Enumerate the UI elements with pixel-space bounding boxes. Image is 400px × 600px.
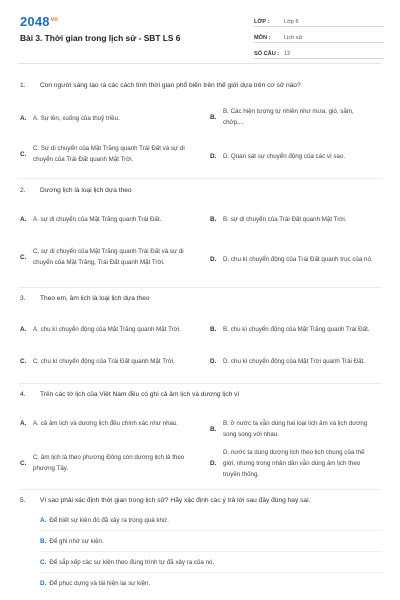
logo-text: 2048 [20,14,50,29]
option-text: D. Quan sát sự chuyển động của các vì sao. [223,153,346,160]
option-text: A. chu kì chuyển động của Mặt Trăng quanh Mặt Trời. [33,326,181,333]
option-text: Để sắp xếp các sự kiện theo đúng trình tự đã xảy ra của nó. [49,558,215,566]
option-letter: A. [20,420,27,427]
question-divider [18,489,382,490]
question-body: Trên các tờ lịch của Việt Nam đều có ghi cả âm lịch và dương lịch vì [40,391,240,398]
option-text: Để biết sự kiện đó đã xảy ra trong quá khứ. [49,516,169,524]
statement-c[interactable] [40,552,382,573]
statement-b[interactable] [40,531,382,552]
class-label: LỚP : [254,19,270,25]
option-letter: C. [20,358,27,365]
option-d[interactable] [210,356,382,367]
option-d[interactable] [210,254,382,265]
option-letter: B. [210,425,217,433]
meta-subject-row [254,31,384,43]
option-letter: D. [40,579,47,587]
option-text: A. cả âm lịch và dương lịch đều chính xác như nhau. [33,420,179,427]
option-letter: B. [210,113,217,121]
option-letter: C. [40,558,47,566]
option-letter: A. [40,516,47,524]
question-number: 3. [20,295,26,302]
question-5 [20,497,382,593]
option-letter: B. [40,537,47,545]
option-text: C. Sự di chuyển của Mặt Trăng quanh Trái Đất và sự di chuyển của Trái Đất quanh Mặt Trời. [33,145,185,163]
subject-value: Lịch sử [284,35,303,41]
question-1 [20,82,382,163]
question-number: 1. [20,82,26,89]
option-c[interactable] [20,143,195,165]
option-a[interactable] [20,113,195,124]
page-title: Bài 3. Thời gian trong lịch sử - SBT LS 6 [20,33,181,43]
option-letter: A. [20,115,27,122]
option-b[interactable] [210,418,382,440]
option-a[interactable] [20,324,195,335]
meta-class-row [254,15,384,27]
option-letter: D. [210,256,217,263]
option-letter: C. [20,253,27,261]
option-letter: D. [210,153,217,160]
option-c[interactable] [20,452,195,474]
site-logo[interactable] [20,14,58,29]
option-b[interactable] [210,106,382,128]
question-divider [18,383,382,384]
option-text: A. sự di chuyển của Mặt Trăng quanh Trái Đất. [33,216,162,223]
option-b[interactable] [210,324,382,335]
question-body: Theo em, âm lịch là loại lịch dựa theo [40,295,150,302]
meta-count-row [254,47,384,59]
option-text: B. chu kì chuyển động của Mặt Trăng quanh Trái Đất. [223,326,370,333]
option-letter: A. [20,326,27,333]
question-body: Vì sao phải xác định thời gian trong lịch sử? Hãy xác định các ý trả lời sau đây đúng hay sai. [40,497,311,504]
question-2 [20,187,382,266]
option-letter: D. [210,358,217,365]
question-body: Con người sáng tạo ra các cách tính thời gian phổ biến trên thế giới dựa trên cơ sở nào? [40,82,301,89]
option-letter: B. [210,216,217,223]
option-d[interactable] [210,447,382,480]
option-c[interactable] [20,356,195,367]
option-text: D. chu kì chuyển động của Trái Đất quanh trục của nó. [223,256,373,263]
statement-a[interactable] [40,510,382,531]
option-b[interactable] [210,214,382,225]
option-text: C. âm lịch là theo phương Đông còn dương lịch là theo phương Tây. [33,454,185,472]
option-text: C. sự di chuyển của Mặt Trăng quanh Trái Đất và sự di chuyển của Mặt Trăng, Trái Đất quanh Mặt Trời. [33,248,184,266]
question-text [20,82,382,89]
option-a[interactable] [20,214,195,225]
question-text [20,187,382,194]
class-value: Lớp 6 [284,19,299,25]
option-letter: C. [20,459,27,467]
option-letter: C. [20,150,27,158]
question-3 [20,295,382,365]
option-c[interactable] [20,246,195,268]
logo-suffix: vn [50,16,59,23]
question-divider [18,287,382,288]
option-letter: B. [210,326,217,333]
option-text: C. chu kì chuyển động của Trái Đất quanh Mặt Trời. [33,358,175,365]
meta-info [254,15,384,63]
option-text: D. nước ta dùng dương lịch theo lịch chung của thế giới, nhưng trong nhân dân vẫn dùng âm lịch theo truyền thống. [223,449,365,478]
option-a[interactable] [20,418,195,429]
option-text: A. Sự lên, xuống của thuỷ triều. [33,115,120,122]
subject-label: MÔN : [254,35,271,41]
option-letter: A. [20,216,27,223]
question-text [20,391,382,398]
question-4 [20,391,382,478]
question-text [20,497,382,504]
header-divider [18,63,382,64]
question-number: 4. [20,391,26,398]
option-text: Để ghi nhớ sự kiện. [49,537,104,545]
question-number: 5. [20,497,26,504]
question-text [20,295,382,302]
question-divider [18,178,382,179]
question-number: 2. [20,187,26,194]
statement-d[interactable] [40,573,382,593]
option-text: B. sự di chuyển của Trái Đất quanh Mặt Trời. [223,216,347,223]
question-body: Dương lịch là loại lịch dựa theo [40,187,132,194]
option-text: Để phục dựng và tái hiện lại sự kiện. [49,579,151,587]
count-value: 12 [284,51,291,57]
option-text: B. Các hiện tượng tự nhiên như mưa, gió, sấm, chớp,... [223,108,354,126]
count-label: SỐ CÂU : [254,51,280,57]
option-letter: D. [210,460,217,467]
option-text: D. chu kì chuyển động của Mặt Trời quanh Trái Đất. [223,358,365,365]
option-text: B. ở nước ta vẫn dùng hai loại lịch âm và lịch dương song song với nhau. [223,420,368,438]
option-d[interactable] [210,151,382,162]
